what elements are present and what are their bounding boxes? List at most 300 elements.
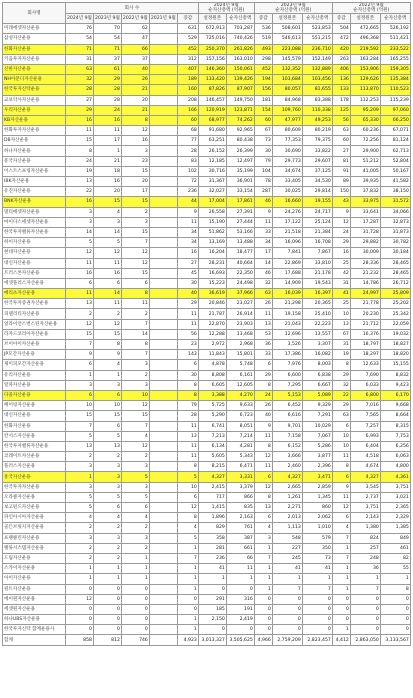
- value-cell: 26,558: [198, 207, 226, 217]
- value-cell: 19: [332, 350, 350, 360]
- value-cell: [149, 492, 177, 502]
- value-cell: 33,810: [302, 258, 332, 268]
- value-cell: 2,972: [198, 340, 226, 350]
- value-cell: 79: [254, 156, 272, 166]
- value-cell: 11: [121, 299, 149, 309]
- value-cell: 22,870: [198, 319, 226, 329]
- value-cell: 87,907: [226, 85, 254, 95]
- value-cell: 11: [93, 126, 121, 136]
- value-cell: 7,753: [380, 431, 410, 441]
- group-header-title: 2024년 9월: [213, 3, 239, 8]
- value-cell: 3,545: [350, 482, 380, 492]
- company-name-cell: 대신자산운용: [3, 258, 66, 268]
- value-cell: 6,616: [272, 411, 302, 421]
- value-cell: 5,089: [302, 390, 332, 400]
- value-cell: 132,352: [272, 64, 302, 74]
- total-row: [3, 635, 411, 645]
- value-cell: 7,690: [350, 370, 380, 380]
- value-cell: 29,882: [350, 238, 380, 248]
- value-cell: 22: [332, 390, 350, 400]
- value-cell: 9: [93, 350, 121, 360]
- value-cell: 30: [177, 278, 198, 288]
- value-cell: 40: [121, 64, 149, 74]
- value-cell: 10: [121, 390, 149, 400]
- table-row: [3, 329, 411, 339]
- value-cell: 0: [302, 594, 332, 604]
- column-header: 설정원본: [350, 14, 380, 24]
- value-cell: 1: [66, 370, 94, 380]
- value-cell: 22,059: [380, 319, 410, 329]
- value-cell: 3: [121, 380, 149, 390]
- value-cell: 257: [350, 543, 380, 553]
- group-header: [332, 3, 410, 14]
- value-cell: 1: [93, 370, 121, 380]
- value-cell: 219,592: [350, 44, 380, 54]
- column-header: 2022년 9월: [121, 14, 149, 24]
- value-cell: 5,748: [226, 360, 254, 370]
- value-cell: 32,873: [380, 217, 410, 227]
- value-cell: 13: [177, 431, 198, 441]
- value-cell: 153,906: [350, 64, 380, 74]
- value-cell: 1: [121, 574, 149, 584]
- value-cell: 529: [177, 34, 198, 44]
- value-cell: [149, 543, 177, 553]
- value-cell: 12: [121, 126, 149, 136]
- value-cell: 25,809: [380, 289, 410, 299]
- value-cell: 8: [93, 340, 121, 350]
- value-cell: 312: [177, 54, 198, 64]
- value-cell: 15,223: [198, 278, 226, 288]
- value-cell: 24,276: [272, 207, 302, 217]
- value-cell: 0: [380, 604, 410, 614]
- value-cell: 0: [226, 625, 254, 635]
- value-cell: 13: [93, 441, 121, 451]
- company-name-cell: 한국투자증권자산운용: [3, 299, 66, 309]
- value-cell: 10,029: [302, 421, 332, 431]
- value-cell: [149, 278, 177, 288]
- value-cell: 133,420: [198, 75, 226, 85]
- value-cell: 18,297: [350, 350, 380, 360]
- total-value-cell: 3,013,327: [198, 635, 226, 645]
- value-cell: 15: [93, 197, 121, 207]
- value-cell: 54: [66, 34, 94, 44]
- value-cell: 145,579: [272, 54, 302, 64]
- value-cell: 6,063: [380, 452, 410, 462]
- value-cell: 6: [66, 390, 94, 400]
- value-cell: 11: [66, 289, 94, 299]
- value-cell: 261,826: [226, 44, 254, 54]
- table-row: [3, 258, 411, 268]
- value-cell: 30,184: [380, 248, 410, 258]
- value-cell: 33: [254, 350, 272, 360]
- value-cell: 146,457: [198, 95, 226, 105]
- table-row: [3, 553, 411, 563]
- value-cell: 2: [66, 309, 94, 319]
- value-cell: 12: [66, 594, 94, 604]
- value-cell: 13: [254, 319, 272, 329]
- value-cell: 29,814: [302, 187, 332, 197]
- value-cell: 223,088: [272, 44, 302, 54]
- company-name-cell: 드림자산운용: [3, 553, 66, 563]
- value-cell: 4: [93, 207, 121, 217]
- value-cell: 2,460: [272, 462, 302, 472]
- value-cell: 5: [93, 492, 121, 502]
- value-cell: 4,878: [198, 360, 226, 370]
- value-cell: 20: [93, 187, 121, 197]
- value-cell: 16: [121, 136, 149, 146]
- value-cell: 53: [254, 329, 272, 339]
- value-cell: 3: [66, 380, 94, 390]
- value-cell: 11: [177, 309, 198, 319]
- value-cell: 2: [93, 523, 121, 533]
- value-cell: 23: [121, 156, 149, 166]
- value-cell: 78: [254, 177, 272, 187]
- table-row: [3, 574, 411, 584]
- value-cell: 829: [198, 523, 226, 533]
- value-cell: 33: [254, 227, 272, 237]
- value-cell: 1: [93, 574, 121, 584]
- company-name-cell: 제이피모간자산운용: [3, 360, 66, 370]
- value-cell: 7: [332, 553, 350, 563]
- value-cell: [149, 594, 177, 604]
- company-name-cell: 미래에셋자산운용: [3, 24, 66, 34]
- value-cell: 2,968: [226, 340, 254, 350]
- value-cell: 163,010: [226, 54, 254, 64]
- value-cell: 181: [254, 95, 272, 105]
- value-cell: 7: [254, 553, 272, 563]
- value-cell: 21,178: [302, 268, 332, 278]
- value-cell: [149, 615, 177, 625]
- value-cell: 298: [254, 54, 272, 64]
- value-cell: 18,477: [226, 248, 254, 258]
- value-cell: 49,253: [302, 115, 332, 125]
- value-cell: 407: [177, 64, 198, 74]
- company-name-cell: 프랭클린자산운용: [3, 533, 66, 543]
- value-cell: 80,219: [302, 126, 332, 136]
- value-cell: 5,343: [226, 452, 254, 462]
- value-cell: 73: [254, 136, 272, 146]
- table-row: [3, 533, 411, 543]
- value-cell: 9: [254, 421, 272, 431]
- value-cell: 29: [93, 75, 121, 85]
- company-name-cell: 메리츠자산운용: [3, 289, 66, 299]
- value-cell: 7: [66, 421, 94, 431]
- value-cell: 3: [93, 533, 121, 543]
- column-header: 순자산총액: [302, 14, 332, 24]
- value-cell: [149, 177, 177, 187]
- value-cell: 32: [332, 380, 350, 390]
- value-cell: 6: [254, 472, 272, 482]
- value-cell: 14,909: [272, 278, 302, 288]
- table-row: [3, 401, 411, 411]
- value-cell: 34: [177, 238, 198, 248]
- value-cell: [149, 503, 177, 513]
- value-cell: 8: [254, 492, 272, 502]
- value-cell: 0: [380, 625, 410, 635]
- value-cell: [149, 574, 177, 584]
- value-cell: 835: [226, 503, 254, 513]
- value-cell: 2,013: [272, 513, 302, 523]
- value-cell: 29: [332, 238, 350, 248]
- value-cell: 2,062: [302, 513, 332, 523]
- value-cell: 15: [121, 166, 149, 176]
- table-row: [3, 380, 411, 390]
- value-cell: 7: [350, 584, 380, 594]
- value-cell: 8: [121, 340, 149, 350]
- value-cell: 15: [66, 411, 94, 421]
- value-cell: 1: [380, 574, 410, 584]
- value-cell: 87,826: [198, 85, 226, 95]
- value-cell: 2: [121, 452, 149, 462]
- value-cell: 47,977: [272, 115, 302, 125]
- value-cell: 31: [332, 340, 350, 350]
- value-cell: 1,113: [272, 523, 302, 533]
- table-row: [3, 370, 411, 380]
- value-cell: 10: [332, 309, 350, 319]
- value-cell: 15: [121, 411, 149, 421]
- value-cell: 50,167: [380, 166, 410, 176]
- value-cell: 2: [93, 309, 121, 319]
- value-cell: 8,808: [198, 370, 226, 380]
- value-cell: 263: [332, 54, 350, 64]
- value-cell: 5: [66, 503, 94, 513]
- value-cell: 30,690: [272, 146, 302, 156]
- company-name-cell: 얼라이언스번스틴자산운용: [3, 319, 66, 329]
- value-cell: 8: [177, 513, 198, 523]
- value-cell: 51,862: [198, 227, 226, 237]
- value-cell: 115,239: [380, 95, 410, 105]
- table-row: [3, 564, 411, 574]
- value-cell: 33,405: [272, 177, 302, 187]
- table-row: [3, 615, 411, 625]
- value-cell: [149, 227, 177, 237]
- value-cell: 1: [198, 574, 226, 584]
- value-cell: 11: [332, 452, 350, 462]
- table-row: [3, 350, 411, 360]
- value-cell: 12,633: [350, 360, 380, 370]
- value-cell: 32: [66, 75, 94, 85]
- value-cell: 6: [121, 278, 149, 288]
- value-cell: 1: [66, 472, 94, 482]
- value-cell: 20,846: [198, 299, 226, 309]
- value-cell: 104: [254, 166, 272, 176]
- value-cell: 6,838: [302, 370, 332, 380]
- value-cell: 16,693: [198, 268, 226, 278]
- value-cell: 0: [350, 604, 380, 614]
- value-cell: 30,009: [350, 248, 380, 258]
- value-cell: 16: [177, 248, 198, 258]
- value-cell: 1: [332, 625, 350, 635]
- value-cell: 31,728: [350, 227, 380, 237]
- value-cell: 1: [332, 543, 350, 553]
- value-cell: [149, 115, 177, 125]
- value-cell: 156: [254, 85, 272, 95]
- value-cell: 8: [380, 584, 410, 594]
- value-cell: [149, 340, 177, 350]
- value-cell: 3: [93, 472, 121, 482]
- value-cell: 16: [66, 115, 94, 125]
- value-cell: 8,664: [380, 411, 410, 421]
- table-row: [3, 95, 411, 105]
- value-cell: 79,375: [302, 136, 332, 146]
- value-cell: 28: [177, 146, 198, 156]
- company-name-cell: 밸류시스템자산운용: [3, 543, 66, 553]
- value-cell: 6,741: [198, 421, 226, 431]
- value-cell: 866: [226, 492, 254, 502]
- value-cell: 7: [121, 319, 149, 329]
- value-cell: 132,889: [302, 64, 332, 74]
- value-cell: 0: [302, 615, 332, 625]
- total-value-cell: 746: [121, 635, 149, 645]
- value-cell: 1: [177, 615, 198, 625]
- value-cell: 28: [177, 411, 198, 421]
- value-cell: 5: [121, 492, 149, 502]
- value-cell: 103,684: [272, 75, 302, 85]
- value-cell: 51,212: [350, 156, 380, 166]
- value-cell: 2: [121, 309, 149, 319]
- value-cell: 6: [66, 278, 94, 288]
- value-cell: 2,143: [350, 513, 380, 523]
- value-cell: 46: [254, 197, 272, 207]
- company-name-cell: 하나UBS자산운용: [3, 615, 66, 625]
- value-cell: 1: [254, 564, 272, 574]
- value-cell: [149, 482, 177, 492]
- value-cell: [149, 421, 177, 431]
- value-cell: 8: [66, 146, 94, 156]
- company-name-cell: 우리자산운용: [3, 105, 66, 115]
- value-cell: 2: [66, 553, 94, 563]
- value-cell: 12: [254, 452, 272, 462]
- value-cell: 21,298: [272, 299, 302, 309]
- value-cell: 3,666: [272, 452, 302, 462]
- value-cell: 0: [226, 584, 254, 594]
- company-name-cell: 삼성자산운용: [3, 34, 66, 44]
- value-cell: 56: [177, 329, 198, 339]
- value-cell: 17,386: [272, 350, 302, 360]
- value-cell: 102: [177, 166, 198, 176]
- value-cell: 9,701: [272, 421, 302, 431]
- value-cell: 761: [226, 523, 254, 533]
- value-cell: 9: [254, 207, 272, 217]
- value-cell: 6: [93, 503, 121, 513]
- value-cell: 5: [177, 472, 198, 482]
- value-cell: 2: [66, 523, 94, 533]
- value-cell: 1,345: [302, 492, 332, 502]
- value-cell: 18: [93, 166, 121, 176]
- value-cell: 21,043: [272, 319, 302, 329]
- table-row: [3, 197, 411, 207]
- value-cell: 29,607: [302, 156, 332, 166]
- value-cell: 29: [66, 105, 94, 115]
- value-cell: 0: [177, 604, 198, 614]
- value-cell: 316: [226, 594, 254, 604]
- value-cell: 15: [66, 136, 94, 146]
- value-cell: 33,641: [350, 207, 380, 217]
- value-cell: 11: [66, 258, 94, 268]
- value-cell: 80,057: [272, 85, 302, 95]
- value-cell: 24,997: [350, 289, 380, 299]
- table-row: [3, 187, 411, 197]
- company-name-cell: 한국투자밸류자산운용: [3, 441, 66, 451]
- table-body: [3, 24, 411, 645]
- value-cell: 12: [332, 217, 350, 227]
- value-cell: 1: [177, 625, 198, 635]
- value-cell: 77,353: [272, 136, 302, 146]
- value-cell: 37,832: [350, 187, 380, 197]
- value-cell: 208: [177, 95, 198, 105]
- group-header-subtitle: 순자산총액 (억원): [275, 8, 312, 13]
- company-name-cell: 한국투자밸류자산운용: [3, 227, 66, 237]
- value-cell: 250,370: [198, 44, 226, 54]
- value-cell: 0: [254, 604, 272, 614]
- value-cell: 46: [254, 268, 272, 278]
- value-cell: 12: [121, 441, 149, 451]
- value-cell: 16: [93, 115, 121, 125]
- table-row: [3, 472, 411, 482]
- value-cell: 26,152: [198, 146, 226, 156]
- value-cell: 139,426: [226, 75, 254, 85]
- value-cell: 113,870: [350, 85, 380, 95]
- value-cell: 14: [254, 258, 272, 268]
- value-cell: 36,619: [198, 289, 226, 299]
- value-cell: 189: [177, 75, 198, 85]
- value-cell: 31: [66, 54, 94, 64]
- value-cell: 18,820: [380, 350, 410, 360]
- value-cell: 11: [177, 319, 198, 329]
- company-name-cell: 한화자산운용: [3, 44, 66, 54]
- value-cell: 8: [177, 462, 198, 472]
- value-cell: 15,801: [226, 350, 254, 360]
- value-cell: 824: [350, 533, 380, 543]
- value-cell: 21,712: [350, 319, 380, 329]
- value-cell: 40: [177, 289, 198, 299]
- value-cell: [149, 513, 177, 523]
- company-column-header: 회사명: [3, 3, 66, 24]
- value-cell: 120,919: [198, 105, 226, 115]
- value-cell: 0: [121, 625, 149, 635]
- value-cell: 129,626: [350, 75, 380, 85]
- value-cell: 91: [332, 166, 350, 176]
- column-header: 설정원본: [198, 14, 226, 24]
- value-cell: 493: [254, 44, 272, 54]
- value-cell: 2,415: [198, 482, 226, 492]
- value-cell: 37: [93, 54, 121, 64]
- company-name-cell: 현대자산운용: [3, 248, 66, 258]
- value-cell: 2: [121, 543, 149, 553]
- value-cell: 38,150: [380, 187, 410, 197]
- company-name-cell: 유리자산운용: [3, 370, 66, 380]
- value-cell: 0: [121, 615, 149, 625]
- value-cell: 2: [121, 523, 149, 533]
- column-header: 증감: [332, 14, 350, 24]
- value-cell: 16,204: [198, 248, 226, 258]
- company-name-cell: 아이자산운용: [3, 574, 66, 584]
- value-cell: 18,827: [380, 340, 410, 350]
- value-cell: 0: [198, 625, 226, 635]
- value-cell: 41,005: [350, 166, 380, 176]
- company-name-cell: 다올자산운용: [3, 390, 66, 400]
- value-cell: 11: [177, 421, 198, 431]
- value-cell: 83,388: [302, 95, 332, 105]
- value-cell: [149, 533, 177, 543]
- value-cell: 15: [93, 329, 121, 339]
- value-cell: 4,518: [350, 452, 380, 462]
- value-cell: 1,010: [302, 523, 332, 533]
- value-cell: 15: [66, 329, 94, 339]
- table-header: [3, 3, 411, 24]
- value-cell: 11: [93, 299, 121, 309]
- value-cell: 26: [254, 401, 272, 411]
